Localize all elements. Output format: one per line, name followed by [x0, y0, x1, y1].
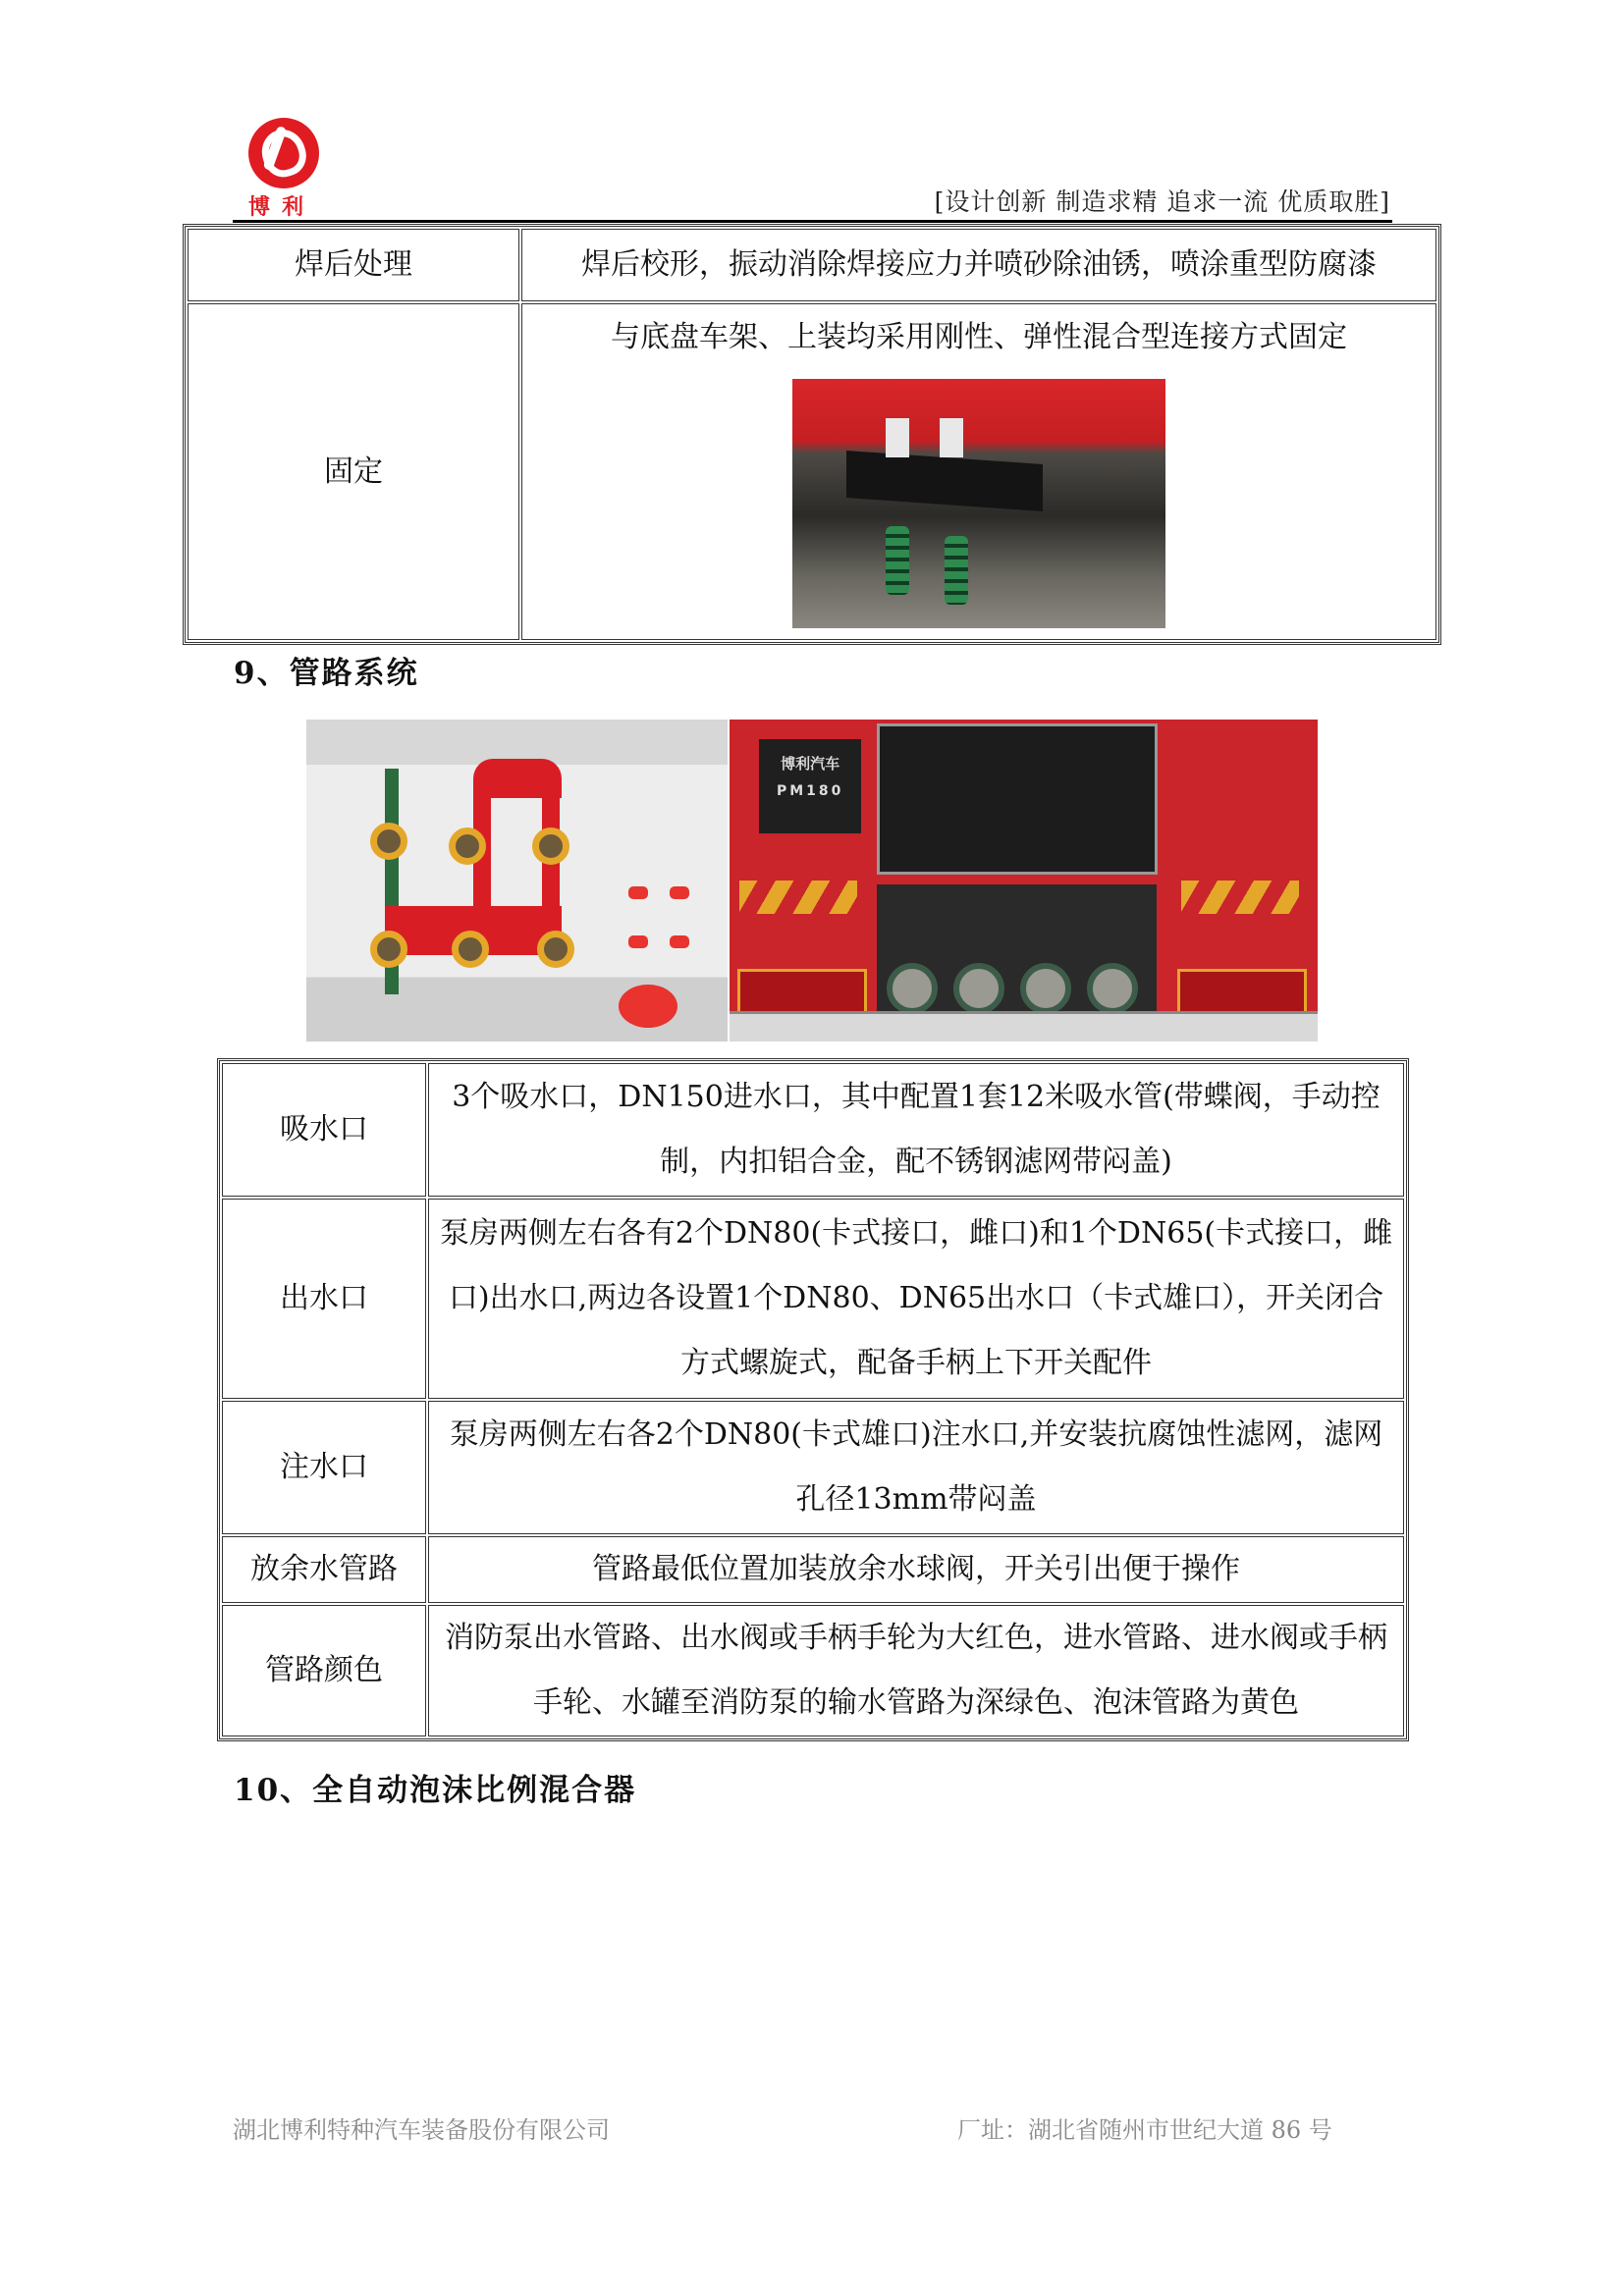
- row-label: 固定: [188, 303, 519, 640]
- table-row: [188, 303, 1436, 640]
- table-row: [222, 1063, 1404, 1197]
- header-rule: [233, 220, 1392, 223]
- table-row: [188, 229, 1436, 301]
- logo-text: 博利: [248, 195, 316, 220]
- company-logo: [239, 114, 327, 220]
- row-label: 吸水口: [222, 1063, 426, 1197]
- spec-table-piping: [217, 1058, 1409, 1741]
- truck-rear-suction-inlets-photo: [730, 720, 1318, 1041]
- header-slogan: [设计创新 制造求精 追求一流 优质取胜]: [934, 187, 1390, 216]
- row-label: 注水口: [222, 1401, 426, 1534]
- truck-badge: 博利汽车 PM180: [759, 739, 861, 833]
- chassis-mounting-photo: [792, 379, 1165, 628]
- row-content: 焊后校形，振动消除焊接应力并喷砂除油锈，喷涂重型防腐漆: [521, 229, 1436, 301]
- row-content: 泵房两侧左右各有2个DN80(卡式接口，雌口)和1个DN65(卡式接口，雌口)出水口,两边各设置1个DN80、DN65出水口（卡式雄口），开关闭合方式螺旋式，配备手柄上下开关配件: [428, 1199, 1404, 1399]
- row-content: 3个吸水口，DN150进水口，其中配置1套12米吸水管(带蝶阀，手动控制，内扣铝合金，配不锈钢滤网带闷盖): [428, 1063, 1404, 1197]
- table-row: [222, 1199, 1404, 1399]
- section-heading-foam-proportioner: 10、全自动泡沫比例混合器: [234, 1773, 637, 1808]
- row-content-text: 与底盘车架、上装均采用刚性、弹性混合型连接方式固定: [611, 320, 1347, 354]
- row-content-with-image: [521, 303, 1436, 640]
- pump-room-valves-photo: [306, 720, 728, 1041]
- row-content: 消防泵出水管路、出水阀或手柄手轮为大红色，进水管路、进水阀或手柄手轮、水罐至消防泵的输水管路为深绿色、泡沫管路为黄色: [428, 1605, 1404, 1736]
- table-row: [222, 1401, 1404, 1534]
- row-label: 管路颜色: [222, 1605, 426, 1736]
- piping-photos: [306, 720, 1318, 1041]
- section-heading-piping: 9、管路系统: [234, 656, 419, 691]
- row-content: 泵房两侧左右各2个DN80(卡式雄口)注水口,并安装抗腐蚀性滤网，滤网孔径13mm带闷盖: [428, 1401, 1404, 1534]
- logo-b-icon: [248, 118, 319, 188]
- row-label: 放余水管路: [222, 1536, 426, 1603]
- table-row: [222, 1605, 1404, 1736]
- row-label: 焊后处理: [188, 229, 519, 301]
- row-content: 管路最低位置加装放余水球阀，开关引出便于操作: [428, 1536, 1404, 1603]
- footer-company: 湖北博利特种汽车装备股份有限公司: [233, 2116, 610, 2144]
- row-label: 出水口: [222, 1199, 426, 1399]
- footer-address: 厂址：湖北省随州市世纪大道 86 号: [957, 2116, 1332, 2144]
- spec-table-body-treatment: [183, 224, 1441, 645]
- table-row: [222, 1536, 1404, 1603]
